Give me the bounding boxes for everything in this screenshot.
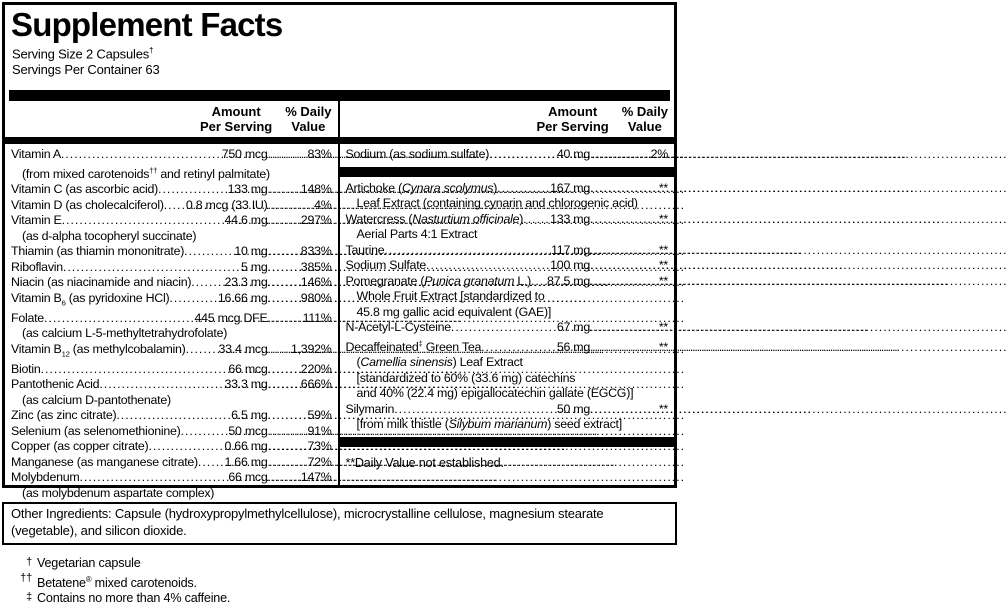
daily-value-cell: [590, 320, 668, 336]
nutrient-row: [11, 455, 332, 471]
daily-value-cell: [590, 402, 668, 418]
dot-leader: [41, 362, 228, 378]
footnote-text: Betatene® mixed carotenoids.: [37, 574, 197, 590]
amount-header-line2: Per Serving: [536, 118, 609, 134]
nutrient-amount: 16.66 mg: [217, 290, 268, 305]
amount-header-line1: Amount: [548, 104, 598, 120]
separator-bar: [340, 167, 675, 177]
daily-value-header: [622, 105, 668, 134]
nutrient-daily-value: 148%: [300, 182, 332, 197]
column-right-header: [346, 101, 669, 137]
top-divider-bar: [9, 90, 670, 101]
dot-leader: [164, 198, 185, 214]
nutrient-daily-value: 2%: [650, 147, 668, 162]
nutrient-amount: 100 mg: [550, 258, 590, 273]
dot-leader: [268, 213, 301, 229]
dot-leader: [184, 244, 233, 260]
dot-leader: [268, 198, 315, 214]
nutrient-amount: 66 mcg: [228, 470, 268, 485]
nutrient-name: Zinc (as zinc citrate): [11, 408, 117, 423]
nutrient-name: Selenium (as selenomethionine): [11, 423, 181, 438]
daily-value-cell: [268, 198, 332, 214]
nutrient-row: [346, 274, 669, 290]
dot-leader: [268, 291, 301, 307]
nutrient-subline: [11, 229, 332, 245]
dot-leader: [181, 424, 228, 440]
nutrient-row: [346, 212, 669, 228]
dot-leader: [169, 291, 216, 307]
nutrient-row: [11, 377, 332, 393]
nutrient-subline: [346, 289, 669, 305]
dot-leader: [268, 455, 308, 471]
nutrient-daily-value: 666%: [300, 377, 332, 392]
nutrient-name: Vitamin C (as ascorbic acid): [11, 182, 159, 197]
nutrient-subline: [11, 326, 332, 342]
nutrient-name: Taurine: [345, 242, 385, 257]
nutrient-row: [11, 244, 332, 260]
nutrient-name: Vitamin E: [11, 213, 62, 228]
dot-leader: [394, 402, 556, 418]
nutrient-name: Sodium (as sodium sulfate): [345, 147, 490, 162]
nutrient-daily-value: 59%: [307, 408, 332, 423]
nutrient-amount: 0.8 mcg (33 IU): [185, 197, 268, 212]
nutrient-amount: 44.6 mg: [224, 213, 268, 228]
nutrient-row: [11, 424, 332, 440]
daily-value-cell: [590, 181, 668, 197]
nutrient-amount: 445 mcg DFE: [194, 310, 268, 325]
nutrient-row: [11, 291, 332, 311]
nutrient-daily-value: 83%: [307, 147, 332, 162]
footnote-text: Contains no more than 4% caffeine.: [37, 591, 231, 606]
nutrient-name: Vitamin D (as cholecalciferol): [11, 197, 164, 212]
separator-bar: [340, 437, 675, 447]
nutrient-subline: [11, 486, 332, 502]
daily-value-cell: [590, 212, 668, 228]
daily-value-cell: [590, 258, 668, 274]
dot-leader: [268, 260, 301, 276]
amount-header: [200, 105, 272, 134]
daily-value-cell: [268, 377, 332, 393]
nutrient-daily-value: **: [658, 180, 668, 195]
nutrient-row: [346, 336, 669, 356]
dot-leader: [158, 182, 227, 198]
nutrient-amount: 66 mcg: [228, 361, 268, 376]
header-divider-bar: [340, 137, 675, 144]
dot-leader: [590, 243, 659, 259]
dot-leader: [198, 455, 224, 471]
daily-value-footnote: **Daily Value not established.: [345, 455, 504, 470]
nutrient-row: [11, 311, 332, 327]
nutrient-amount: 87.5 mg: [546, 273, 590, 288]
daily-value-cell: [268, 147, 332, 163]
nutrient-amount: 23.3 mg: [224, 275, 268, 290]
daily-value-cell: [268, 408, 332, 424]
nutrient-row: [11, 198, 332, 214]
nutrient-row: [11, 408, 332, 424]
nutrient-name: Vitamin A: [11, 147, 61, 162]
nutrient-name: Sodium Sulfate: [345, 258, 427, 273]
daily-value-header-line2: Value: [627, 118, 662, 134]
daily-value-cell: [268, 182, 332, 198]
dot-leader: [99, 377, 223, 393]
nutrient-name: Silymarin: [345, 401, 395, 416]
footnote-marker: ††: [20, 571, 32, 584]
nutrient-daily-value: 147%: [300, 470, 332, 485]
nutrient-name: N-Acetyl-L-Cysteine: [345, 320, 451, 335]
dot-leader: [590, 320, 659, 336]
nutrient-amount: 117 mg: [551, 242, 590, 257]
nutrient-amount: 0.66 mg: [224, 439, 268, 454]
dot-leader: [451, 320, 556, 336]
other-ingredients-box: Other Ingredients: Capsule (hydroxypropylmethylcellulose), microcrystalline cellulose, magnesium stearate (vegetable), and silicon dioxide.: [2, 502, 677, 545]
daily-value-cell: [268, 424, 332, 440]
facts-columns: [5, 101, 674, 500]
nutrient-name: Pomegranate (Punica granatum L.): [345, 273, 532, 288]
nutrient-name: Thiamin (as thiamin mononitrate): [11, 244, 185, 259]
dot-leader: [523, 212, 549, 228]
dot-leader: [268, 275, 301, 291]
nutrient-row: [346, 147, 669, 163]
nutrient-daily-value: 297%: [300, 213, 332, 228]
nutrient-amount: 133 mg: [550, 211, 590, 226]
daily-value-cell: [590, 274, 668, 290]
nutrient-row: [346, 181, 669, 197]
nutrient-row: [11, 362, 332, 378]
nutrient-amount: 67 mg: [556, 320, 590, 335]
daily-value-header-line1: % Daily: [285, 104, 332, 120]
subline-text: (from mixed carotenoids†† and retinyl palmitate): [22, 165, 270, 181]
nutrient-amount: 50 mg: [556, 401, 590, 416]
nutrient-daily-value: **: [658, 339, 668, 354]
daily-value-cell: [268, 455, 332, 471]
daily-value-cell: [268, 362, 332, 378]
nutrient-row: [11, 342, 332, 362]
dot-leader: [590, 147, 651, 163]
nutrient-daily-value: 72%: [307, 454, 332, 469]
daily-value-cell: [268, 244, 332, 260]
nutrient-daily-value: 980%: [300, 290, 332, 305]
nutrient-daily-value: 220%: [300, 361, 332, 376]
nutrient-row: [11, 213, 332, 229]
nutrient-name: Watercress (Nasturtium officinale): [345, 211, 524, 226]
page-title: Supplement Facts: [11, 6, 283, 43]
dot-leader: [481, 340, 556, 356]
dot-leader: [268, 147, 308, 163]
daily-value-cell: [268, 213, 332, 229]
nutrient-amount: 750 mcg: [221, 147, 268, 162]
nutrient-row: [346, 320, 669, 336]
amount-header-line1: Amount: [211, 104, 261, 120]
nutrient-subline: [346, 417, 669, 433]
nutrient-amount: 33.3 mg: [224, 377, 268, 392]
nutrient-row: [11, 470, 332, 486]
subline-text: (Camellia sinensis) Leaf Extract: [356, 355, 523, 370]
column-left: [5, 101, 340, 500]
dot-leader: [590, 258, 659, 274]
dot-leader: [62, 213, 224, 229]
subline-text: Whole Fruit Extract [standardized to: [356, 289, 545, 304]
footnotes: [2, 556, 662, 607]
nutrient-subline: [346, 371, 669, 387]
nutrient-subline: [11, 163, 332, 183]
amount-header-line2: Per Serving: [199, 118, 273, 134]
dot-leader: [497, 181, 549, 197]
nutrient-subline: [346, 305, 669, 321]
nutrient-row: [11, 260, 332, 276]
nutrient-daily-value: **: [658, 401, 668, 416]
dot-leader: [44, 311, 194, 327]
nutrient-subline: [346, 386, 669, 402]
daily-value-cell: [268, 439, 332, 455]
nutrient-name: Decaffeinated‡ Green Tea: [345, 338, 482, 354]
daily-value-cell: [590, 243, 668, 259]
daily-value-cell: [268, 260, 332, 276]
supplement-facts-panel: [2, 2, 677, 500]
footnote-marker: †: [26, 556, 32, 568]
nutrient-amount: 6.5 mg: [231, 408, 268, 423]
nutrient-row: [346, 243, 669, 259]
daily-value-cell: [590, 340, 668, 356]
nutrient-daily-value: 833%: [300, 244, 332, 259]
dot-leader: [268, 311, 303, 327]
nutrient-daily-value: **: [658, 242, 668, 257]
nutrient-row: [11, 147, 332, 163]
nutrient-amount: 33.4 mcg: [218, 341, 268, 356]
column-left-header: [11, 101, 332, 137]
subline-text: [standardized to 60% (33.6 mg) catechins: [356, 370, 576, 385]
dot-leader: [590, 402, 659, 418]
nutrient-name: Molybdenum: [11, 470, 80, 485]
nutrient-amount: 167 mg: [550, 180, 590, 195]
nutrient-subline: [346, 227, 669, 243]
nutrient-daily-value: 385%: [300, 259, 332, 274]
subline-text: Leaf Extract (containing cynarin and chlorogenic acid): [356, 196, 638, 211]
nutrient-subline: [346, 355, 669, 371]
daily-value-cell: [268, 470, 332, 486]
dot-leader: [268, 424, 308, 440]
subline-text: (as calcium D-pantothenate): [22, 392, 171, 407]
daily-value-header: [285, 105, 331, 134]
daily-value-cell: [268, 275, 332, 291]
nutrient-daily-value: 146%: [300, 275, 332, 290]
nutrient-name: Vitamin $B_{12}$ (as methylcobalamin): [11, 341, 186, 359]
servings-per-container: Servings Per Container 63: [12, 62, 160, 78]
nutrient-name: Copper (as copper citrate): [11, 439, 149, 454]
footnote-text: Vegetarian capsule: [37, 556, 141, 570]
subline-text: and 40% (22.4 mg) epigallocatechin gallate (EGCG)]: [356, 386, 634, 401]
footnote: [2, 556, 662, 572]
dot-leader: [268, 408, 308, 424]
nutrient-row: [11, 182, 332, 198]
dot-leader: [531, 274, 546, 290]
daily-value-header-line2: Value: [291, 118, 326, 134]
nutrient-name: Vitamin $B_6$ (as pyridoxine HCl): [11, 290, 170, 308]
dot-leader: [268, 342, 291, 358]
header-divider-bar: [5, 137, 338, 144]
nutrient-name: Artichoke (Cynara scolymus): [345, 180, 498, 195]
subline-text: (as d-alpha tocopheryl succinate): [22, 228, 197, 243]
column-right: [340, 101, 675, 485]
nutrient-daily-value: **: [658, 211, 668, 226]
serving-size: Serving Size 2 Capsules†: [12, 46, 154, 62]
nutrient-name: Biotin: [11, 361, 41, 376]
subline-text: 45.8 mg gallic acid equivalent (GAE)]: [356, 304, 552, 319]
nutrient-rows-right: [346, 144, 669, 471]
dot-leader: [489, 147, 556, 163]
dot-leader: [268, 362, 301, 378]
dot-leader: [268, 439, 308, 455]
nutrient-amount: 1.66 mg: [224, 454, 268, 469]
nutrient-daily-value: 111%: [302, 310, 332, 325]
nutrient-daily-value: **: [658, 320, 668, 335]
subline-text: (as calcium L-5-methyltetrahydrofolate): [22, 326, 228, 341]
nutrient-amount: 50 mcg: [228, 423, 268, 438]
nutrient-amount: 56 mg: [556, 339, 590, 354]
dot-leader: [426, 258, 549, 274]
nutrient-amount: 133 mg: [227, 182, 268, 197]
dot-leader: [191, 275, 223, 291]
nutrient-row: [11, 275, 332, 291]
nutrient-name: Manganese (as manganese citrate): [11, 454, 198, 469]
daily-value-cell: [268, 311, 332, 327]
nutrient-daily-value: 4%: [314, 197, 332, 212]
nutrient-daily-value: 1,392%: [290, 341, 332, 356]
daily-value-cell: [268, 291, 332, 307]
dot-leader: [590, 274, 659, 290]
dot-leader: [61, 147, 221, 163]
nutrient-row: [11, 439, 332, 455]
daily-value-cell: [590, 147, 668, 163]
nutrient-rows-left: [11, 144, 332, 501]
dot-leader: [384, 243, 550, 259]
dot-leader: [590, 212, 659, 228]
dot-leader: [268, 470, 301, 486]
dot-leader: [268, 377, 301, 393]
footnote-marker: ‡: [26, 591, 32, 604]
nutrient-row: [346, 402, 669, 418]
daily-value-cell: [268, 342, 332, 358]
nutrient-amount: 10 mg: [234, 244, 268, 259]
nutrient-row: [346, 258, 669, 274]
nutrient-name: Riboflavin: [11, 259, 63, 274]
subline-text: [from milk thistle (Silybum marianum) seed extract]: [356, 417, 622, 432]
nutrient-daily-value: 91%: [307, 423, 332, 438]
amount-header: [536, 105, 608, 134]
nutrient-amount: 40 mg: [556, 147, 590, 162]
dot-leader: [590, 181, 659, 197]
nutrient-subline: [11, 393, 332, 409]
dot-leader: [186, 342, 218, 358]
dot-leader: [148, 439, 223, 455]
dot-leader: [116, 408, 230, 424]
dot-leader: [63, 260, 240, 276]
nutrient-name: Folate: [11, 310, 44, 325]
dot-leader: [268, 244, 301, 260]
nutrient-daily-value: 73%: [307, 439, 332, 454]
dot-leader: [79, 470, 227, 486]
nutrient-name: Niacin (as niacinamide and niacin): [11, 275, 192, 290]
nutrient-amount: 5 mg: [240, 259, 268, 274]
nutrient-subline: [346, 196, 669, 212]
nutrient-daily-value: **: [658, 273, 668, 288]
subline-text: Aerial Parts 4:1 Extract: [356, 227, 478, 242]
footnote: [2, 572, 662, 592]
daily-value-header-line1: % Daily: [621, 104, 668, 120]
nutrient-name: Pantothenic Acid: [11, 377, 100, 392]
dot-leader: [590, 340, 659, 356]
nutrient-daily-value: **: [658, 258, 668, 273]
footnote: [2, 591, 662, 607]
dot-leader: [268, 182, 301, 198]
subline-text: (as molybdenum aspartate complex): [22, 485, 215, 500]
